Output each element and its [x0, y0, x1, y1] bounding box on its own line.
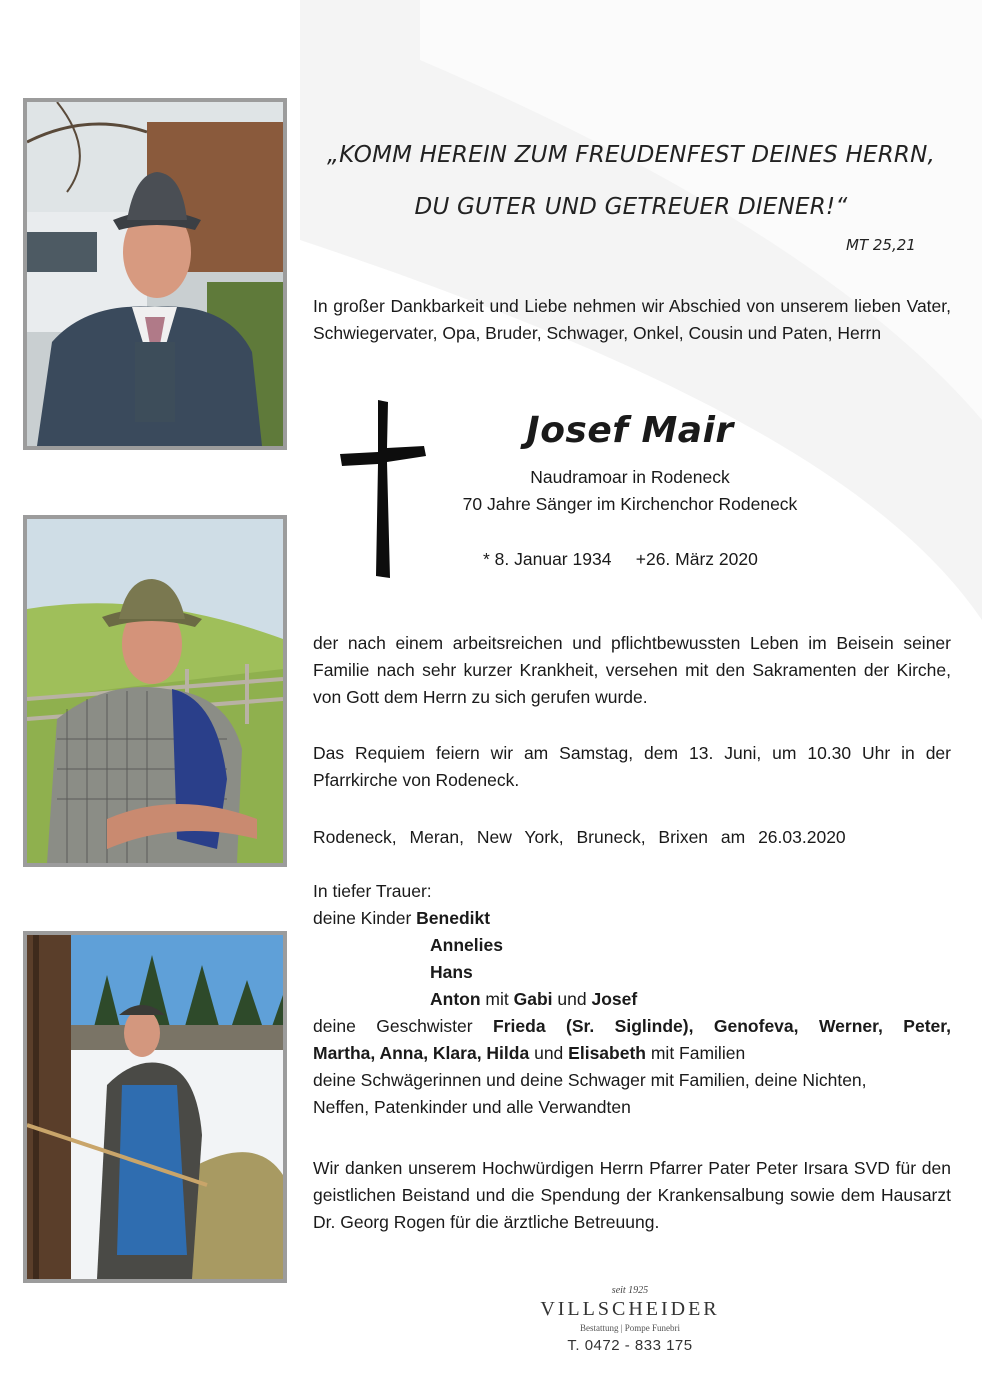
inlaws-row-2: Neffen, Patenkinder und alle Verwandten	[313, 1097, 631, 1117]
cross-icon	[338, 400, 428, 580]
connector-text: mit	[485, 989, 509, 1009]
grandchild-name: Josef	[591, 989, 638, 1009]
requiem-text: Das Requiem feiern wir am Samstag, dem 13. Juni, um 10.30 Uhr in der Pfarrkirche von Rodeneck.	[313, 743, 951, 790]
child-name: Annelies	[430, 935, 503, 955]
deceased-choir: 70 Jahre Sänger im Kirchenchor Rodeneck	[462, 494, 798, 514]
connector-text: mit Familien	[650, 1043, 746, 1063]
birth-date: * 8. Januar 1934	[483, 549, 612, 569]
deceased-name: Josef Mair	[526, 410, 734, 451]
obituary-text: der nach einem arbeitsreichen und pflichtbewussten Leben im Beisein seiner Familie nach sehr kurzer Krankheit, versehen mit den Sakramenten der Kirche, von Gott dem Herrn zu sich gerufen wurde.	[313, 633, 951, 707]
child-name: Benedikt	[416, 908, 491, 928]
portrait-photo-3	[23, 931, 287, 1283]
connector-text: und	[534, 1043, 564, 1063]
bible-quote-line-1: „KOMM HEREIN ZUM FREUDENFEST DEINES HERRN,	[327, 142, 935, 168]
siblings-names: Frieda (Sr. Siglinde), Genofeva, Werner, Peter,	[493, 1016, 951, 1036]
connector-text: und	[557, 989, 587, 1009]
children-row-4	[313, 986, 951, 1013]
inlaws-row-1: deine Schwägerinnen und deine Schwager mit Familien, deine Nichten,	[313, 1070, 867, 1090]
child-partner-name: Gabi	[513, 989, 553, 1009]
intro-text: In großer Dankbarkeit und Liebe nehmen wir Abschied von unserem lieben Vater, Schwiegervater, Opa, Bruder, Schwager, Onkel, Cousin und Paten, Herrn	[313, 296, 951, 343]
portrait-photo-1	[23, 98, 287, 450]
siblings-label: deine Geschwister	[313, 1016, 473, 1036]
deceased-home: Naudramoar in Rodeneck	[530, 467, 730, 487]
portrait-photo-2	[23, 515, 287, 867]
children-row-1	[313, 905, 951, 932]
company-phone: T. 0472 - 833 175	[567, 1337, 693, 1354]
child-name: Anton	[430, 989, 481, 1009]
death-date: +26. März 2020	[635, 549, 758, 569]
company-logo: VILLSCHEIDER	[540, 1298, 720, 1320]
bible-reference: MT 25,21	[846, 236, 916, 254]
thanks-text: Wir danken unserem Hochwürdigen Herrn Pfarrer Pater Peter Irsara SVD für den geistlichen Beistand und die Spendung der Krankensalbung sowie dem Hausarzt Dr. Georg Rogen für die ärztliche Betreuung.	[313, 1158, 951, 1232]
siblings-row-2	[313, 1040, 951, 1067]
company-since: seit 1925	[611, 1285, 649, 1296]
children-label: deine Kinder	[313, 908, 412, 928]
siblings-names: Martha, Anna, Klara, Hilda	[313, 1043, 530, 1063]
company-services: Bestattung | Pompe Funebri	[579, 1323, 681, 1333]
mourners-list	[313, 878, 951, 1121]
children-row-2	[313, 932, 951, 959]
sibling-name: Elisabeth	[568, 1043, 646, 1063]
child-name: Hans	[430, 962, 473, 982]
life-dates	[483, 549, 758, 570]
children-row-3	[313, 959, 951, 986]
place-date: Rodeneck, Meran, New York, Bruneck, Brixen am 26.03.2020	[313, 827, 846, 847]
mourning-heading: In tiefer Trauer:	[313, 881, 432, 901]
siblings-row-1	[313, 1013, 951, 1040]
bible-quote-line-2: DU GUTER UND GETREUER DIENER!“	[414, 194, 848, 220]
